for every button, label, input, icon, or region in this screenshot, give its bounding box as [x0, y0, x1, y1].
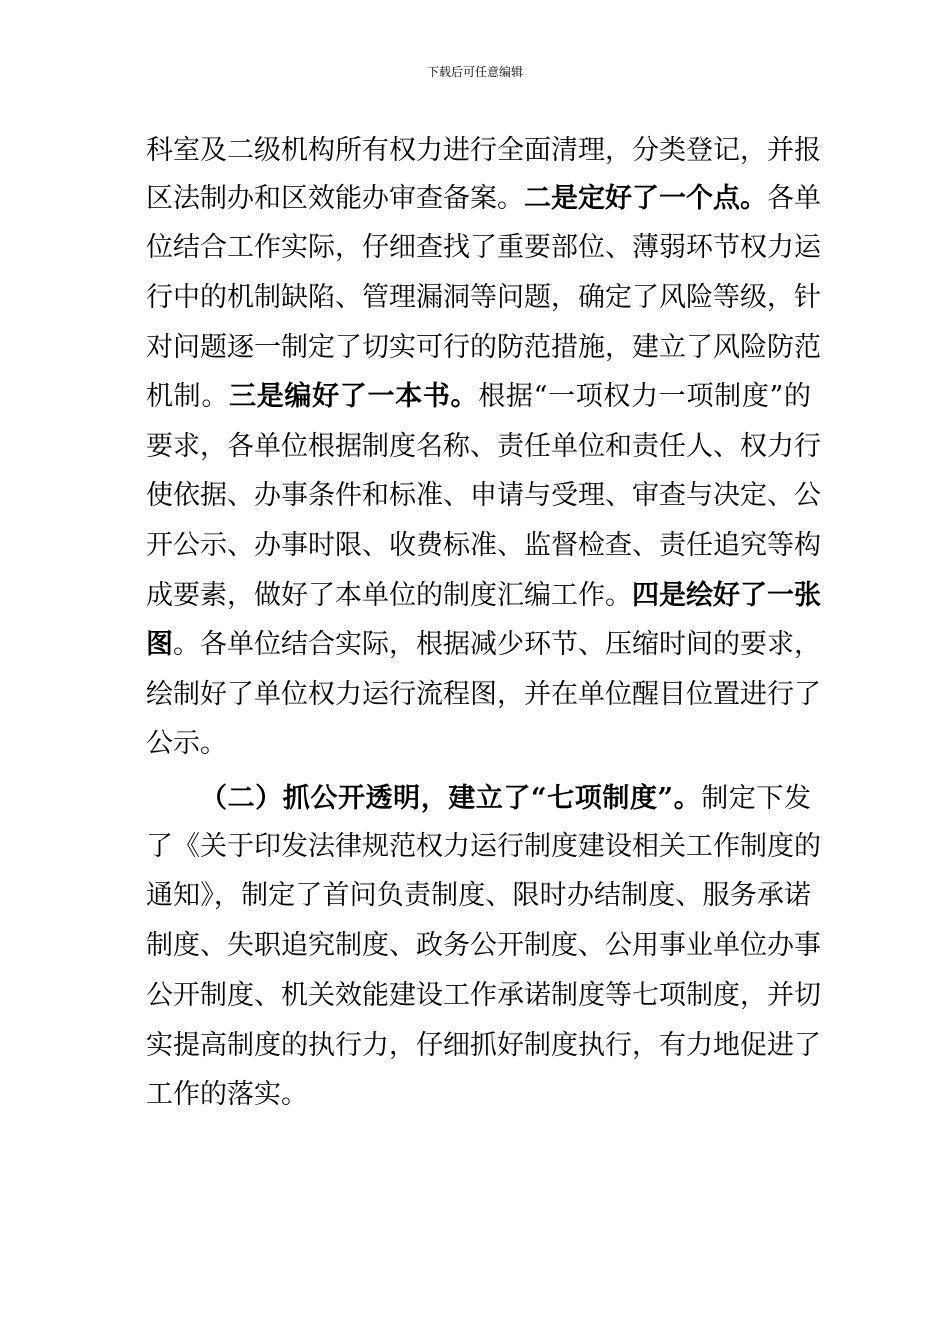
text-run: 根据“一项权力一项制度”的	[478, 381, 812, 412]
text-run: 公示。	[146, 728, 227, 759]
text-run: 机制。	[146, 381, 230, 412]
text-line	[146, 625, 821, 665]
text-line	[146, 526, 821, 566]
text-run: 各单	[767, 183, 821, 214]
text-line	[146, 724, 811, 764]
text-run: 科室及二级机构所有权力进行全面清理，分类登记，并报	[146, 135, 821, 166]
page-header: 下载后可任意编辑	[426, 65, 523, 79]
text-line	[146, 1075, 811, 1115]
text-line	[146, 976, 821, 1016]
text-line	[146, 427, 821, 467]
text-run: 制度、失职追究制度、政务公开制度、公用事业单位办事	[146, 930, 821, 961]
text-line	[146, 876, 811, 916]
text-run: 公开制度、机关效能建设工作承诺制度等七项制度，并切	[146, 980, 821, 1011]
text-line	[146, 827, 821, 867]
text-line	[146, 926, 821, 966]
text-run: 制定下发	[701, 783, 811, 814]
bold-run: 三是编好了一本书。	[229, 381, 479, 412]
text-line	[146, 1026, 821, 1066]
text-line	[146, 675, 821, 715]
text-line	[146, 328, 821, 368]
text-line	[146, 576, 821, 616]
text-run: 开公示、办事时限、收费标准、监督检查、责任追究等构	[146, 530, 821, 561]
text-run: 对问题逐一制定了切实可行的防范措施，建立了风险防范	[146, 332, 821, 363]
text-line	[146, 476, 821, 516]
bold-run: 四是绘好了一张	[632, 580, 821, 611]
section-heading: （二）抓公开透明，建立了“七项制度”。	[200, 783, 702, 814]
text-run: 了《关于印发法律规范权力运行制度建设相关工作制度的	[146, 831, 821, 862]
text-run: 工作的落实。	[146, 1079, 308, 1110]
text-run: 区法制办和区效能办审查备案。	[146, 183, 524, 214]
text-run: 成要素，做好了本单位的制度汇编工作。	[146, 580, 632, 611]
text-line	[146, 179, 821, 219]
text-run: 绘制好了单位权力运行流程图，并在单位醒目位置进行了	[146, 679, 821, 710]
text-line	[146, 377, 811, 417]
text-line	[146, 278, 821, 318]
text-run: 位结合工作实际，仔细查找了重要部位、薄弱环节权力运	[146, 232, 821, 263]
text-run: 使依据、办事条件和标准、申请与受理、审查与决定、公	[146, 480, 821, 511]
section-heading-line	[200, 779, 811, 819]
bold-run: 二是定好了一个点。	[524, 183, 767, 214]
text-line	[146, 131, 821, 171]
text-run: 要求，各单位根据制度名称、责任单位和责任人、权力行	[146, 431, 821, 462]
text-run: 。各单位结合实际，根据减少环节、压缩时间的要求，	[173, 629, 821, 660]
text-line	[146, 228, 821, 268]
text-run: 行中的机制缺陷、管理漏洞等问题，确定了风险等级，针	[146, 282, 821, 313]
text-run: 通知》，制定了首问负责制度、限时办结制度、服务承诺	[146, 880, 811, 911]
bold-run: 图	[146, 629, 173, 660]
text-run: 实提高制度的执行力，仔细抓好制度执行，有力地促进了	[146, 1030, 821, 1061]
